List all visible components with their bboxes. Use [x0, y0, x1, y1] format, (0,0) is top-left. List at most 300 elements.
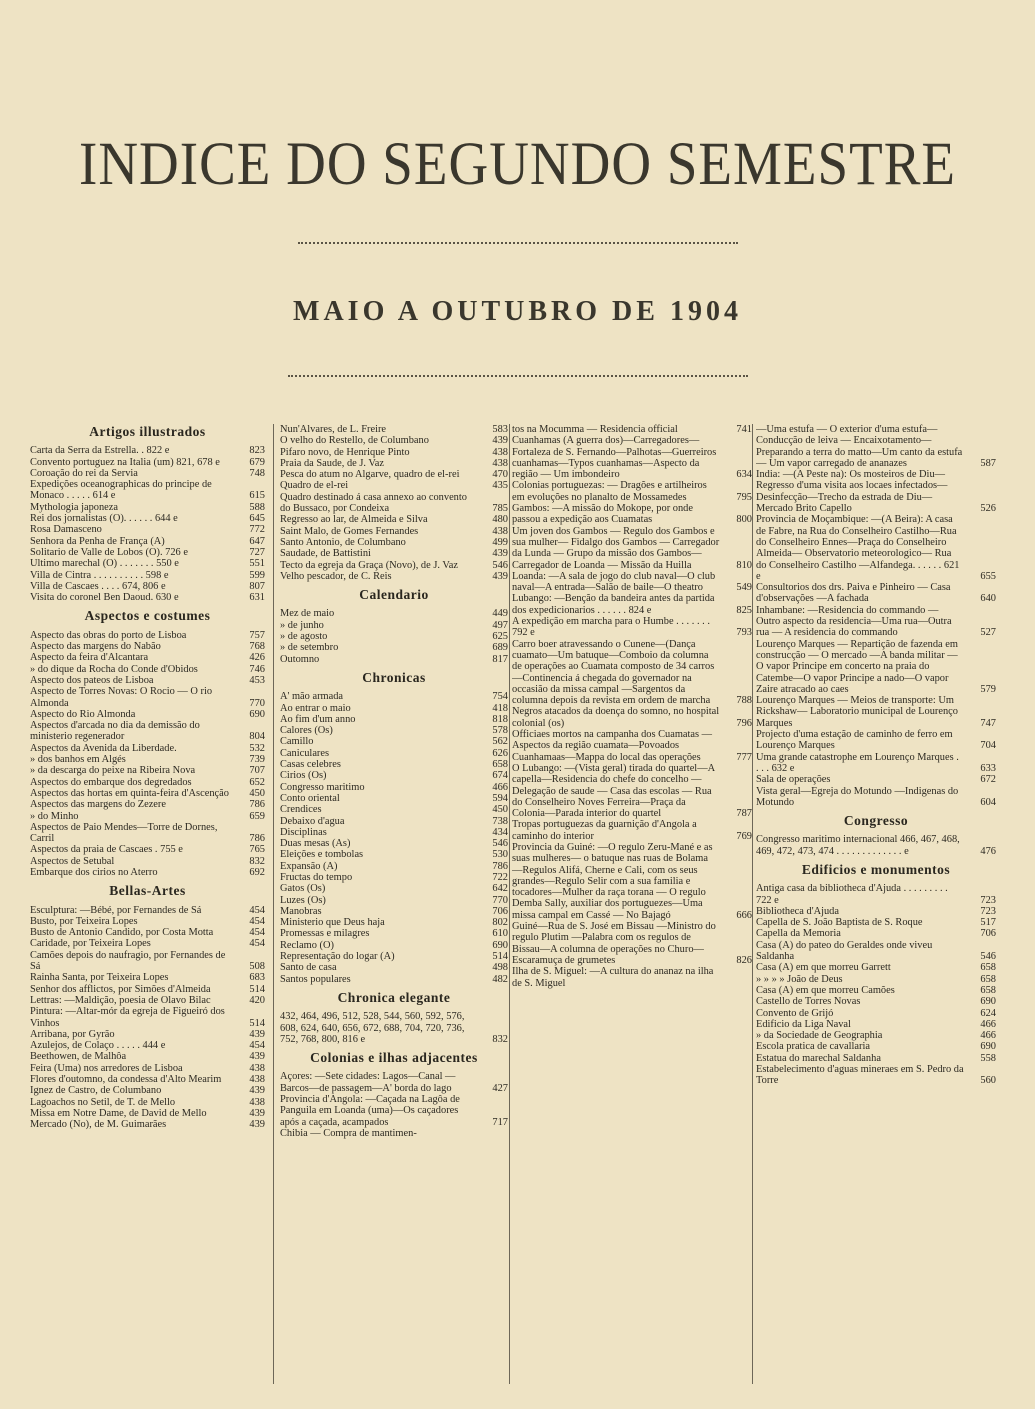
index-entry: [280, 691, 508, 702]
index-entry: [280, 838, 508, 849]
entry-page-number: 610: [492, 928, 508, 940]
index-entry: [756, 639, 996, 695]
entry-title: Aspecto da feira d'Alcantara: [30, 652, 149, 664]
entry-title: Mythologia japoneza: [30, 501, 119, 513]
entry-title: Provincia de Moçambique: —(A Beira): A casa de Fabre, na Rua do Conselheiro Castilho—Rua do Conselheiro Ennes—Praça do Conselheiro Almeida— Observatorio meteorologico— Rua do Conselheiro Castilho —Alfandega. . . . . . 621 e: [756, 514, 960, 582]
index-entry: [30, 811, 265, 822]
entry-page-number: 683: [249, 972, 265, 984]
entry-page-number: 532: [249, 742, 265, 754]
entry-title: Aspectos das hortas em quinta-feira d'Ascenção: [30, 787, 229, 799]
entry-title: » do Minho: [30, 810, 79, 822]
entry-page-number: 659: [249, 810, 265, 822]
entry-title: Azulejos, de Colaço . . . . . 444 e: [30, 1040, 166, 1052]
entry-title: Embarque dos cirios no Aterro: [30, 866, 158, 878]
entry-page-number: 578: [492, 725, 508, 737]
entry-title: Calores (Os): [280, 725, 333, 737]
entry-title: Saudade, de Battistini: [280, 548, 371, 560]
entry-title: Camillo: [280, 736, 314, 748]
entry-title: Vista geral—Egreja do Motundo —Indigenas do Motundo: [756, 785, 959, 808]
index-entry: [30, 765, 265, 776]
entry-title: Casa (A) do pateo do Geraldes onde viveu Saldanha: [756, 939, 933, 963]
entry-page-number: 624: [980, 1007, 996, 1019]
entry-page-number: 689: [492, 642, 508, 654]
index-entry: [30, 686, 265, 709]
index-entry: [280, 642, 508, 653]
index-entry: [30, 641, 265, 652]
entry-page-number: 706: [492, 905, 508, 917]
title-divider: [298, 242, 738, 244]
index-entry: [512, 966, 752, 989]
section-heading: Calendario: [359, 587, 429, 603]
entry-title: Reclamo (O): [280, 939, 334, 951]
entry-title: Pintura: —Altar-mór da egreja de Figueiró dos Vinhos: [30, 1006, 225, 1029]
entry-page-number: 804: [249, 731, 265, 743]
index-entry: [30, 905, 265, 916]
entry-page-number: 527: [980, 627, 996, 639]
index-entry: [280, 782, 508, 793]
entry-page-number: 604: [980, 796, 996, 808]
entry-page-number: 560: [980, 1075, 996, 1087]
index-entry: [30, 788, 265, 799]
index-entry: [756, 1041, 996, 1052]
entry-page-number: 562: [492, 736, 508, 748]
index-entry: [512, 503, 752, 526]
entry-page-number: 426: [249, 652, 265, 664]
entry-title: Carta da Serra da Estrella. . 822 e: [30, 445, 170, 457]
entry-title: Disciplinas: [280, 826, 327, 838]
entry-title: Rosa Damasceno: [30, 524, 102, 536]
entry-page-number: 497: [492, 619, 508, 631]
entry-page-number: 640: [980, 593, 996, 605]
entry-page-number: 418: [492, 702, 508, 714]
entry-page-number: 825: [736, 604, 752, 616]
entry-title: Caniculares: [280, 747, 330, 759]
entry-title: Gatos (Os): [280, 883, 326, 895]
entry-page-number: 439: [492, 548, 508, 560]
index-entry: [280, 1071, 508, 1094]
index-entry: [280, 537, 508, 548]
index-entry: [30, 777, 265, 788]
index-entry: [280, 861, 508, 872]
entry-title: Convento portuguez na Italia (um) 821, 678 e: [30, 456, 220, 468]
index-entry: [280, 883, 508, 894]
index-entry: [512, 729, 752, 763]
entry-page-number: 498: [492, 962, 508, 974]
entry-title: Quadro de el-rei: [280, 480, 349, 492]
index-entry: [280, 725, 508, 736]
entry-title: Aspectos das margens do Zezere: [30, 799, 166, 811]
entry-title: Lourenço Marques — Repartição de fazenda em construcção — O mercado —A banda militar — O vapor Principe em concerto na praia do Catembe—O vapor Principe a nado—O vapor Zaire atracado ao caes: [756, 638, 958, 695]
index-column-2: [280, 424, 508, 1384]
entry-page-number: 692: [249, 866, 265, 878]
entry-page-number: 748: [249, 467, 265, 479]
entry-title: Antiga casa da bibliotheca d'Ajuda . . . . . . . . . 722 e: [756, 883, 948, 906]
index-entry: [30, 1108, 265, 1119]
index-entry: [30, 1074, 265, 1085]
entry-page-number: 438: [249, 1062, 265, 1074]
entry-title: Estabelecimento d'aguas mineraes em S. Pedro da Torre: [756, 1064, 964, 1087]
index-entry: [280, 872, 508, 883]
index-entry: [30, 524, 265, 535]
index-column-1: [30, 424, 265, 1384]
entry-title: Duas mesas (As): [280, 838, 351, 850]
index-entry: [30, 984, 265, 995]
entry-page-number: 549: [736, 582, 752, 594]
entry-title: Esculptura: —Bébé, por Fernandes de Sá: [30, 904, 202, 916]
index-entry: [280, 759, 508, 770]
index-entry: [280, 620, 508, 631]
entry-page-number: 438: [492, 525, 508, 537]
index-entry: [30, 972, 265, 983]
entry-page-number: 480: [492, 514, 508, 526]
entry-title: Villa de Cintra . . . . . . . . . . 598 e: [30, 569, 169, 581]
entry-page-number: 658: [492, 759, 508, 771]
index-entry: [30, 1063, 265, 1074]
column-divider: [509, 424, 510, 1384]
entry-page-number: 717: [492, 1116, 508, 1128]
entry-page-number: 514: [492, 951, 508, 963]
entry-title: A' mão armada: [280, 691, 344, 703]
section-heading: Congresso: [843, 813, 909, 829]
entry-page-number: 438: [249, 1096, 265, 1108]
section-heading: Edificios e monumentos: [801, 861, 951, 877]
index-entry: [756, 940, 996, 963]
index-entry: [30, 502, 265, 513]
index-entry: [512, 763, 752, 819]
entry-page-number: 551: [249, 558, 265, 570]
index-entry: [30, 513, 265, 524]
index-entry: [756, 928, 996, 939]
entry-title: Casas celebres: [280, 759, 341, 771]
index-entry: [280, 770, 508, 781]
index-entry: [30, 822, 265, 845]
entry-title: Velho pescador, de C. Reis: [280, 570, 392, 582]
index-entry: [756, 917, 996, 928]
index-entry: [30, 995, 265, 1006]
entry-page-number: 453: [249, 674, 265, 686]
entry-title: Ministerio que Deus haja: [280, 917, 385, 929]
entry-page-number: 579: [980, 683, 996, 695]
entry-title: Senhor dos afflictos, por Simões d'Almeida: [30, 983, 211, 995]
entry-page-number: 727: [249, 546, 265, 558]
index-entry: [30, 743, 265, 754]
index-entry: [280, 514, 508, 525]
entry-page-number: 817: [492, 653, 508, 665]
entry-page-number: 439: [492, 570, 508, 582]
index-entry: [30, 457, 265, 468]
entry-page-number: 454: [249, 915, 265, 927]
entry-title: Caridade, por Teixeira Lopes: [30, 938, 151, 950]
index-entry: [280, 928, 508, 939]
index-entry: [512, 526, 752, 571]
entry-title: Promessas e milagres: [280, 928, 370, 940]
entry-page-number: 658: [980, 973, 996, 985]
entry-title: Fructas do tempo: [280, 871, 353, 883]
entry-title: Aspecto das margens do Nabão: [30, 641, 161, 653]
index-entry: [756, 974, 996, 985]
entry-page-number: 746: [249, 663, 265, 675]
index-entry: [756, 774, 996, 785]
entry-title: Ignez de Castro, de Columbano: [30, 1085, 162, 1097]
entry-title: Aspectos do embarque dos degredados: [30, 776, 192, 788]
index-entry: [30, 844, 265, 855]
entry-page-number: 706: [980, 928, 996, 940]
entry-title: Negros atacados da doença do somno, no hospital colonial (os): [512, 706, 720, 729]
index-entry: [280, 1128, 508, 1139]
entry-title: Ao fim d'um anno: [280, 713, 356, 725]
index-entry: [280, 714, 508, 725]
subtitle-divider: [288, 375, 748, 377]
entry-page-number: 438: [249, 1074, 265, 1086]
entry-page-number: 454: [249, 938, 265, 950]
entry-title: Nun'Alvares, de L. Freire: [280, 424, 387, 435]
entry-title: Lettras: —Maldição, poesia de Olavo Bilac: [30, 994, 211, 1006]
entry-page-number: 757: [249, 629, 265, 641]
index-entry: [280, 458, 508, 469]
entry-page-number: 690: [980, 1041, 996, 1053]
entry-title: Missa em Notre Dame, de David de Mello: [30, 1107, 207, 1119]
entry-title: Rainha Santa, por Teixeira Lopes: [30, 972, 169, 984]
entry-page-number: 679: [249, 456, 265, 468]
entry-page-number: 645: [249, 513, 265, 525]
entry-title: O velho do Restello, de Columbano: [280, 435, 429, 447]
entry-title: Açores: —Sete cidades: Lagos—Canal —Barcos—de passagem—A' borda do lago: [280, 1071, 456, 1094]
entry-page-number: 823: [249, 445, 265, 457]
entry-page-number: 594: [492, 792, 508, 804]
entry-title: Cuanhamas (A guerra dos)—Carregadores—Fortaleza de S. Fernando—Palhotas—Guerreiros cuanhamas—Typos cuanhamas—Aspecto da região — Um imbondeiro: [512, 435, 717, 481]
entry-page-number: 770: [492, 894, 508, 906]
entry-title: Lubango: —Benção da bandeira antes da partida dos expedicionarios . . . . . . 824 e: [512, 593, 715, 616]
entry-title: Carro boer atravessando o Cunene—(Dança cuamato—Um batuque—Comboio da columna de operações ao Cuamata composto de 34 carros—Continencia á chegada do governador na occasião da missa campal —Sargentos da columna depois da revista em ordem de marcha: [512, 638, 715, 707]
index-entry: [280, 560, 508, 571]
index-entry: [280, 827, 508, 838]
entry-title: Guiné—Rua de S. José em Bissau —Ministro do regulo Plutim —Palabra com os regulos de Bissau—A columna de operações no Churo—Escaramuça de grumetes: [512, 921, 716, 966]
entry-title: » dos banhos em Algés: [30, 754, 126, 766]
index-entry: [30, 799, 265, 810]
index-entry: [756, 883, 996, 906]
index-entry: [756, 834, 996, 857]
index-entry: [756, 469, 996, 514]
index-entry: [30, 675, 265, 686]
entry-page-number: 786: [249, 833, 265, 845]
entry-title: Aspectos da praia de Cascaes . 755 e: [30, 844, 183, 856]
entry-page-number: 672: [980, 774, 996, 786]
entry-title: Conto oriental: [280, 792, 340, 804]
index-entry: [30, 1085, 265, 1096]
index-entry: [512, 593, 752, 616]
index-entry: [756, 1008, 996, 1019]
entry-page-number: 634: [736, 469, 752, 481]
entry-title: Estatua do marechal Saldanha: [756, 1052, 881, 1064]
entry-title: Senhora da Penha de França (A): [30, 535, 165, 547]
index-column-4: [756, 424, 996, 1384]
entry-page-number: 786: [492, 860, 508, 872]
index-entry: [756, 906, 996, 917]
entry-page-number: 723: [980, 894, 996, 906]
index-entry: [512, 435, 752, 480]
entry-title: Outomno: [280, 653, 320, 665]
entry-page-number: 631: [249, 592, 265, 604]
entry-page-number: 658: [980, 984, 996, 996]
entry-page-number: 450: [492, 804, 508, 816]
entry-title: Manobras: [280, 905, 322, 917]
entry-page-number: 439: [249, 1085, 265, 1097]
entry-title: Aspecto das obras do porto de Lisboa: [30, 629, 187, 641]
entry-title: Chibia — Compra de mantimen-: [280, 1127, 417, 1139]
index-entry: [280, 654, 508, 665]
entry-title: Lourenço Marques — Meios de transporte: Um Rickshaw— Laboratorio municipal de Lourenço Marques: [756, 695, 958, 729]
entry-title: 432, 464, 496, 512, 528, 544, 560, 592, 576, 608, 624, 640, 656, 672, 688, 704, 720, 736, 752, 768, 800, 816 e: [280, 1011, 465, 1045]
entry-page-number: 466: [980, 1018, 996, 1030]
entry-page-number: 546: [492, 838, 508, 850]
entry-title: » do dique da Rocha do Conde d'Obidos: [30, 663, 198, 675]
entry-title: Loanda: —A sala de jogo do club naval—O club naval—A entrada—Salão de baile—O theatro: [512, 570, 716, 594]
index-entry: [280, 608, 508, 619]
entry-page-number: 466: [492, 781, 508, 793]
entry-title: Crendices: [280, 804, 322, 816]
entry-title: Capella da Memoria: [756, 928, 841, 940]
entry-page-number: 526: [980, 503, 996, 515]
entry-title: India: —(A Peste na): Os mosteiros de Diu—Regresso d'uma visita aos locaes infectados—Desinfecção—Trecho da estrada de Diu—Mercado Brito Capello: [756, 469, 948, 515]
index-entry: [30, 867, 265, 878]
index-entry: [30, 536, 265, 547]
entry-title: Aspectos da Avenida da Liberdade.: [30, 742, 177, 754]
index-entry: [280, 849, 508, 860]
entry-page-number: 449: [492, 608, 508, 620]
entry-page-number: 558: [980, 1052, 996, 1064]
index-entry: [280, 804, 508, 815]
entry-title: Busto, por Teixeira Lopes: [30, 915, 138, 927]
entry-title: Aspectos de Setubal: [30, 855, 115, 867]
entry-page-number: 514: [249, 1017, 265, 1029]
index-entry: [756, 582, 996, 605]
entry-page-number: 625: [492, 631, 508, 643]
index-entry: [512, 480, 752, 503]
index-entry: [30, 1097, 265, 1108]
page-title: INDICE DO SEGUNDO SEMESTRE: [79, 129, 956, 198]
index-entry: [280, 631, 508, 642]
entry-page-number: 739: [249, 754, 265, 766]
entry-title: Ao entrar o maio: [280, 702, 351, 714]
entry-title: Edificio da Liga Naval: [756, 1018, 851, 1030]
index-entry: [280, 447, 508, 458]
entry-title: Escola pratica de cavallaria: [756, 1041, 870, 1053]
entry-title: Castello de Torres Novas: [756, 996, 861, 1008]
entry-title: Busto de Antonio Candido, por Costa Motta: [30, 927, 214, 939]
entry-page-number: 588: [249, 501, 265, 513]
index-entry: [756, 752, 996, 775]
index-entry: [30, 1051, 265, 1062]
index-entry: [30, 720, 265, 743]
entry-title: Aspecto dos pateos de Lisboa: [30, 674, 154, 686]
entry-page-number: 723: [980, 905, 996, 917]
entry-page-number: 777: [736, 751, 752, 763]
index-entry: [30, 479, 265, 502]
index-entry: [512, 819, 752, 842]
entry-title: Flores d'outomno, da condessa d'Alto Mearim: [30, 1074, 222, 1086]
entry-page-number: 434: [492, 826, 508, 838]
entry-page-number: 587: [980, 457, 996, 469]
entry-page-number: 707: [249, 765, 265, 777]
index-entry: [30, 652, 265, 663]
entry-page-number: 546: [492, 559, 508, 571]
index-entry: [30, 592, 265, 603]
entry-title: » de agosto: [280, 631, 328, 643]
entry-page-number: 530: [492, 849, 508, 861]
index-entry: [756, 605, 996, 639]
entry-page-number: 754: [492, 691, 508, 703]
entry-title: Provincia d'Angola: —Caçada na Lagôa de Panguila em Loanda (uma)—Os caçadores após a caçada, acampados: [280, 1094, 460, 1128]
section-heading: Chronicas: [362, 669, 426, 685]
entry-title: tos na Mocumma — Residencia official: [512, 424, 678, 435]
entry-title: Solitario de Valle de Lobos (O). 726 e: [30, 546, 188, 558]
index-entry: [30, 1040, 265, 1051]
entry-title: Uma grande catastrophe em Lourenço Marques . . . . 632 e: [756, 751, 959, 774]
entry-title: » da descarga do peixe na Ribeira Nova: [30, 765, 196, 777]
entry-title: Ultimo marechal (O) . . . . . . . 550 e: [30, 558, 179, 570]
entry-title: » da Sociedade de Geographia: [756, 1030, 883, 1042]
entry-page-number: 439: [249, 1119, 265, 1131]
entry-page-number: 704: [980, 740, 996, 752]
entry-page-number: 470: [492, 469, 508, 481]
entry-page-number: 439: [492, 435, 508, 447]
index-entry: [280, 895, 508, 906]
index-entry: [280, 962, 508, 973]
entry-page-number: 652: [249, 776, 265, 788]
entry-title: Mez de maio: [280, 608, 335, 620]
index-entry: [30, 547, 265, 558]
entry-page-number: 747: [980, 717, 996, 729]
entry-page-number: 826: [736, 954, 752, 966]
index-entry: [280, 1011, 508, 1045]
index-entry: [280, 571, 508, 582]
index-column-3: [512, 424, 752, 1384]
page-subtitle: MAIO A OUTUBRO DE 1904: [293, 296, 742, 327]
entry-title: Um joven dos Gambos — Regulo dos Gambos e sua mulher— Fidalgo dos Gambos — Carregador da Lunda — Grupo da missão dos Gambos—Carregador de Loanda — Missão da Huilla: [512, 525, 720, 571]
entry-title: Debaixo d'agua: [280, 815, 345, 827]
entry-title: A expedição em marcha para o Humbe . . . . . . . 792 e: [512, 616, 710, 639]
entry-title: Saint Malo, de Gomes Fernandes: [280, 525, 419, 537]
index-entry: [30, 630, 265, 641]
entry-title: Rei dos jornalistas (O). . . . . . 644 e: [30, 513, 178, 525]
index-entry: [30, 938, 265, 949]
index-entry: [280, 526, 508, 537]
entry-title: Sala de operações: [756, 774, 831, 786]
entry-page-number: 499: [492, 536, 508, 548]
entry-page-number: 795: [736, 491, 752, 503]
entry-page-number: 786: [249, 799, 265, 811]
entry-page-number: 768: [249, 641, 265, 653]
entry-title: Lagoachos no Setil, de T. de Mello: [30, 1096, 176, 1108]
index-entry: [30, 856, 265, 867]
entry-title: » de setembro: [280, 642, 339, 654]
entry-page-number: 832: [492, 1033, 508, 1045]
entry-page-number: 769: [736, 830, 752, 842]
index-entry: [30, 558, 265, 569]
entry-page-number: 647: [249, 535, 265, 547]
index-entry: [280, 548, 508, 559]
index-entry: [30, 445, 265, 456]
index-entry: [280, 736, 508, 747]
index-entry: [280, 816, 508, 827]
entry-title: —Uma estufa — O exterior d'uma estufa—Conducção de leiva — Encaixotamento—Preparando a terra do matto—Um canto da estufa — Um vapor carregado de ananazes: [756, 424, 963, 469]
index-entry: [30, 1029, 265, 1040]
index-entry: [30, 754, 265, 765]
column-divider: [752, 424, 753, 1384]
entry-page-number: 438: [492, 446, 508, 458]
entry-page-number: 793: [736, 627, 752, 639]
entry-page-number: 476: [980, 845, 996, 857]
